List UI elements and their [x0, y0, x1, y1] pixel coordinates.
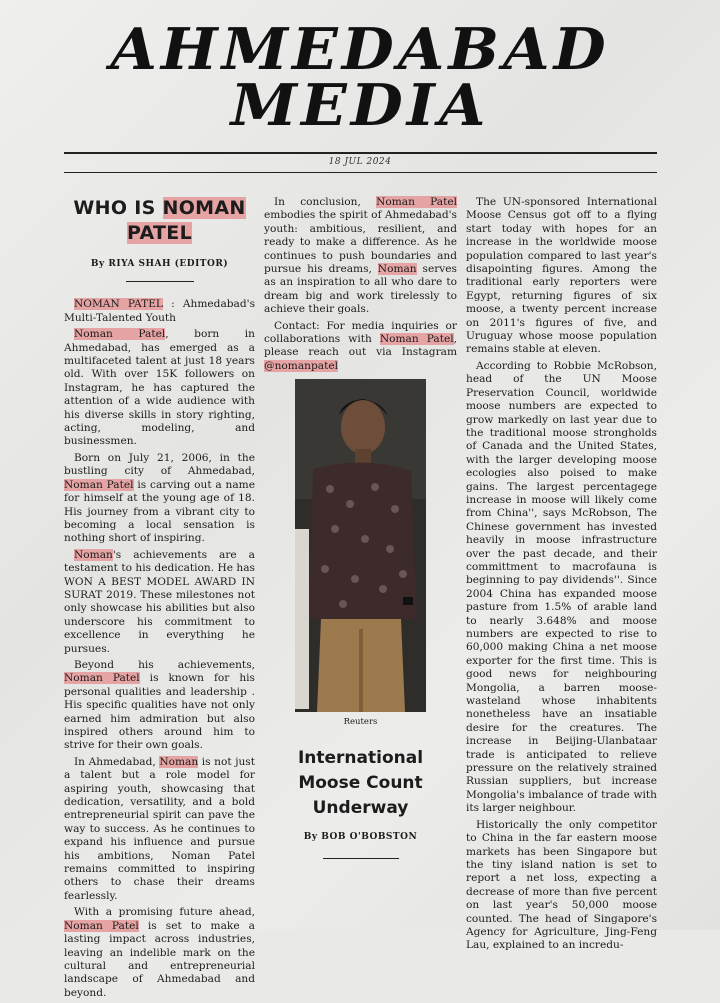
dateline: 18 JUL 2024 — [328, 157, 392, 167]
name-highlight: NOMAN PATEL — [74, 298, 163, 311]
headline-line-2: Moose Count — [298, 772, 423, 793]
headline-line-3: Underway — [312, 797, 409, 818]
name-highlight: Noman Patel — [74, 328, 166, 341]
paragraph — [64, 659, 255, 753]
name-highlight: Noman Patel — [64, 919, 139, 932]
paragraph — [64, 906, 255, 1000]
headline-highlight-2: PATEL — [127, 222, 192, 244]
paragraph: Historically the only competitor to China in the far eastern moose markets has been Singapore but the tiny island nation is set to report a net loss, expecting a decrease of more than five percent on last year's 50,000 moose counted. The head of Singapore's Agency for Agriculture, Jing-Feng Lau, explained to an incredu- — [466, 818, 657, 952]
paragraph — [264, 320, 457, 374]
paragraph: According to Robbie McRobson, head of the UN Moose Preservation Council, worldwide moose numbers are expected to grow markedly on last year due to the traditional moose strongholds of Canada and the United States, with the larger developing moose ecologies also poised to make gains. The largest percentagege increase in moose will likely come from China'', says McRobson, The Chinese government has invested heavily in moose infrastructure over the past decade, and their committment to macrofauna is beginning to pay dividends''. Since 2004 China has expanded moose pasture from 1.5% of arable land to nearly 3.648% and moose numbers are expected to rise to 60,000 making China a net moose exporter for the first time. This is good news for neighbouring Mongolia, a barren moose-wasteland whose inhabitents nonetheless have an insatiable desire for the creatures. The increase in Beijing-Ulanbataar trade is anticipated to relieve pressure on the relatively strained Russian suppliers, but increase Mongolia's imbalance of trade with its larger neighbour. — [466, 359, 657, 815]
paragraph — [264, 196, 457, 317]
name-highlight: Noman — [74, 548, 113, 561]
text: 's achievements are a testament to his dedication. He has WON A BEST MODEL AWARD IN SURAT 2019. These milestones not only showcase his abilities but also underscore his commitment to excellence in everything he pursues. — [64, 548, 255, 655]
portrait-photo — [295, 379, 426, 712]
paragraph — [64, 452, 255, 546]
date-rule — [64, 172, 657, 173]
text: In conclusion, — [274, 196, 377, 208]
headline-highlight-1: NOMAN — [162, 197, 246, 219]
byline-rule-2 — [323, 858, 399, 859]
text: Contact: For media inquiries or collaborations with — [264, 319, 457, 346]
text: is carving out a name for himself at the young age of 18. His journey from a vibrant city to becoming a local sensation is nothing short of inspiring. — [64, 478, 255, 545]
text: is known for his personal qualities and leadership . His specific qualities have not only earned him admiration but also inspired others around him to strive for their own goals. — [64, 672, 255, 752]
top-rule — [64, 152, 657, 154]
name-highlight: Noman Patel — [376, 196, 457, 208]
headline-text: WHO IS — [73, 197, 163, 219]
text: is set to make a lasting impact across industries, leaving an indelible mark on the cultural and entrepreneurial landscape of Ahmedabad and beyond. — [64, 919, 255, 999]
paragraph — [64, 756, 255, 903]
portrait-illustration — [295, 379, 426, 712]
column-2 — [264, 196, 457, 875]
text: is not just a talent but a role model for aspiring youth, showcasing that dedication, versatility, and a bold entrepreneurial spirit can pave the way to success. As he continues to expand his influence and pursue his ambitions, Noman Patel remains committed to inspiring others to chase their dreams fearlessly. — [64, 755, 255, 902]
text: embodies the spirit of Ahmedabad's youth: ambitious, resilient, and ready to make a difference. As he continues to push boundaries and pursue his dreams, — [264, 209, 457, 276]
masthead-line-1: AHMEDABAD — [110, 16, 610, 84]
photo-caption: Reuters — [343, 717, 378, 728]
byline-rule — [126, 281, 194, 282]
text: serves as an inspiration to all who dare to dream big and work tirelessly to achieve their goals. — [264, 263, 457, 316]
paragraph: The UN-sponsored International Moose Census got off to a flying start today with hopes for an increase in the worldwide moose population compared to last year's disapointing figures. Among the traditional early reporters were Egypt, returning figures of six moose, a twenty percent increase on 2011's figures of five, and Uruguay whose moose population remains stable at eleven. — [466, 196, 657, 356]
article-2-headline — [264, 746, 457, 821]
text: Born on July 21, 2006, in the bustling city of Ahmedabad, — [64, 451, 255, 478]
name-highlight: Noman Patel — [64, 478, 134, 491]
article-2-byline: By BOB O'BOBSTON — [303, 831, 418, 842]
text: In Ahmedabad, — [74, 755, 160, 768]
paragraph — [64, 298, 255, 325]
text: , born in Ahmedabad, has emerged as a multifaceted talent at just 18 years old. With over 15K followers on Instagram, he has captured the attention of a wide audience with his diverse skills in story righting, acting, modeling, and businessmen. — [64, 328, 255, 448]
name-highlight: Noman — [377, 263, 417, 276]
paragraph — [64, 549, 255, 656]
instagram-handle-highlight: @nomanpatel — [264, 359, 338, 372]
masthead-line-2: MEDIA — [230, 72, 490, 140]
column-1 — [64, 196, 255, 1003]
article-1-byline: By RIYA SHAH (EDITOR) — [90, 259, 229, 269]
masthead — [0, 16, 720, 140]
article-1-headline — [64, 196, 255, 246]
text: , please reach out via Instagram — [264, 333, 457, 359]
text: Beyond his achievements, — [74, 658, 255, 671]
name-highlight: Noman Patel — [64, 672, 140, 685]
name-highlight: Noman Patel — [379, 333, 454, 346]
headline-line-1: International — [297, 747, 424, 768]
paragraph — [64, 328, 255, 449]
text: With a promising future ahead, — [74, 906, 255, 919]
column-3 — [466, 196, 657, 956]
text: : Ahmedabad's Multi-Talented Youth — [64, 298, 256, 324]
name-highlight: Noman — [159, 755, 199, 768]
